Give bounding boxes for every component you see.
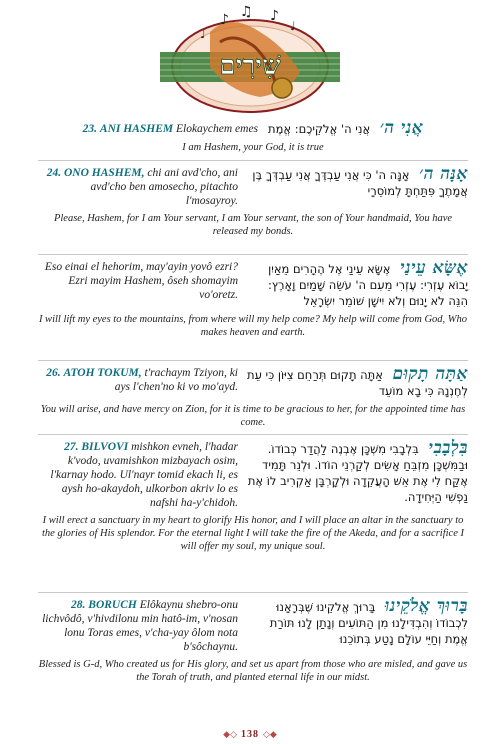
song-heb-text: אֲנִי ה' אֱלֹקֵיכֶם: אֱמֶת <box>268 122 371 136</box>
svg-text:♪: ♪ <box>220 12 229 28</box>
song-english: I am Hashem, your God, it is true <box>182 142 324 153</box>
song-number: 26. <box>46 367 61 379</box>
song-24-hebrew <box>246 166 468 199</box>
song-28 <box>38 598 468 684</box>
ornament-icon: ◇◆ <box>263 729 277 739</box>
song-translit-text: Elokaychem emes <box>173 122 259 135</box>
divider <box>38 160 468 161</box>
song-english: Please, Hashem, for I am Your servant, I am Your servant, the son of Your handmaid, You have released my bonds. <box>53 213 453 237</box>
song-heb-text: אַתָּה תָקוּם תְּרַחֵם צִיּוֹן כִּי עֵת לְחֶנְנָהּ כִּי בָא מוֹעֵד <box>247 368 468 398</box>
song-28-hebrew <box>246 598 468 647</box>
song-27-hebrew <box>246 440 468 505</box>
song-translit-text: Eso einai el hehorim, may'ayin yovô ezri? Ezri mayim Hashem, ôseh shomayim vo'oretz. <box>44 261 238 301</box>
header-banner <box>0 0 500 118</box>
divider <box>38 434 468 435</box>
song-27 <box>38 440 468 553</box>
song-name: BORUCH <box>88 599 137 611</box>
divider <box>38 360 468 361</box>
song-name: ANI HASHEM <box>99 122 174 135</box>
page-number: 138 <box>241 729 259 740</box>
song-heb-text: בָּרוּךְ אֱלֹקֵינוּ שֶׁבְּרָאָנוּ לִכְבוֹדוֹ וְהִבְדִּילָנוּ מִן הַתּוֹעִים וְנָתַן לָנוּ תּוֹרַת אֱמֶת וְחַיֵּי עוֹלָם נָטַע בְּתוֹכֵנוּ <box>269 600 468 646</box>
song-english: Blessed is G-d, Who created us for His glory, and set us apart from those who are misled, and gave us the Torah of truth, and planted eternal life in our midst. <box>38 659 468 683</box>
song-translit-text: Elôkaynu shebro-onu lichvôdô, v'hivdilonu min hatô-im, v'nosan lonu Toras emes, v'cha-yay ôlom nota b'sôchaynu. <box>42 599 238 653</box>
song-25-hebrew <box>246 260 468 309</box>
song-heb-title: אָנָּה ה׳ <box>419 164 468 184</box>
song-heb-text: בִּלְבָבִי מִשְׁכָּן אֶבְנֶה לַהֲדַר כְּבוֹדוֹ. וּבַמִּשְׁכָּן מִזְבֵּחַ אָשִׂים לְקַרְנֵי הוֹדוֹ. וּלְנֵר תָּמִיד אֶקַּח לִי אֶת אֵשׁ הָעֲקֵדָה וּלְקָרְבָּן אַקְרִיב לוֹ אֶת נַפְשִׁי הַיְּחִידָה. <box>247 442 468 504</box>
song-28-translit <box>38 598 238 654</box>
banner-title: שִׁירִים <box>219 51 281 81</box>
song-english: I will erect a sanctuary in my heart to glorify His honor, and I will place an altar in the sanctuary to the glories of His splendor. For the eternal light I will take the fire of the Akeda, and for a sacrifice I will offer my soul, my unique soul. <box>42 515 464 552</box>
svg-text:♩: ♩ <box>290 19 296 33</box>
song-number: 27. <box>64 441 79 453</box>
song-heb-title: בִּלְבָבִי <box>428 438 468 458</box>
song-23-hebrew <box>268 120 423 137</box>
song-heb-title: אֲנִי ה׳ <box>379 118 424 138</box>
song-heb-title: אַתָּה תָקוּם <box>392 364 468 384</box>
song-translit-text: t'rachaym Tziyon, ki ays l'chen'no ki vo mo'ayd. <box>114 367 238 393</box>
songs-banner-logo <box>150 2 350 118</box>
song-25 <box>38 260 468 339</box>
song-translit-text: mishkon evneh, l'hadar k'vodo, uvamishkon mizbayach osim, l'karnay hodo. Ul'nayr tomid ekach li, es aysh ho-akaydoh, ulkorbon akriv lo es nafshi ha-y'chidoh. <box>50 441 238 509</box>
song-27-translit <box>38 440 238 510</box>
svg-text:♫: ♫ <box>240 4 253 20</box>
divider <box>38 254 468 255</box>
song-heb-text: אָנָּה ה' כִּי אֲנִי עַבְדֶּךָ אֲנִי עַבְדְּךָ בֶּן אֲמָתֶךָ פִּתַּחְתָּ לְמוֹסֵרָי <box>252 168 468 198</box>
song-name: BILVOVI <box>81 441 129 453</box>
song-25-translit <box>38 260 238 302</box>
song-24-translit <box>38 166 238 208</box>
song-english: I will lift my eyes to the mountains, from where will my help come? My help will come from God, Who makes heaven and earth. <box>38 314 468 338</box>
song-heb-title: בָּרוּךְ אֱלֹקֵינוּ <box>385 596 468 616</box>
ornament-icon: ◆◇ <box>223 729 237 739</box>
song-26-hebrew <box>246 366 468 399</box>
song-23-translit <box>83 122 258 136</box>
song-number: 28. <box>71 599 86 611</box>
song-number: 23. <box>82 122 98 135</box>
svg-text:♩: ♩ <box>200 27 206 41</box>
song-number: 24. <box>46 167 62 179</box>
divider <box>38 592 468 593</box>
song-english: You will arise, and have mercy on Zion, for it is time to be gracious to her, for the appointed time has come. <box>40 404 466 428</box>
song-26 <box>38 366 468 429</box>
song-translit-text: chi ani avd'cho, ani avd'cho ben amosecho, pitachto l'mosayroy. <box>90 167 238 207</box>
song-23 <box>38 120 468 154</box>
page-footer <box>0 724 500 742</box>
song-heb-title: אֶשָּׂא עֵינַי <box>400 258 468 278</box>
song-26-translit <box>38 366 238 394</box>
song-name: ONO HASHEM, <box>63 167 145 179</box>
svg-text:♪: ♪ <box>270 8 279 24</box>
song-name: ATOH TOKUM, <box>63 367 142 379</box>
song-24 <box>38 166 468 238</box>
song-heb-text: אֶשָּׂא עֵינַי אֶל הֶהָרִים מֵאַיִן יָבוֹא עֶזְרִי: עֶזְרִי מֵעִם ה' עֹשֵׂה שָׁמַיִם וָאָרֶץ: הִנֵּה לֹא יָנוּם וְלֹא יִישָׁן שׁוֹמֵר יִשְׂרָאֵל <box>267 262 468 308</box>
